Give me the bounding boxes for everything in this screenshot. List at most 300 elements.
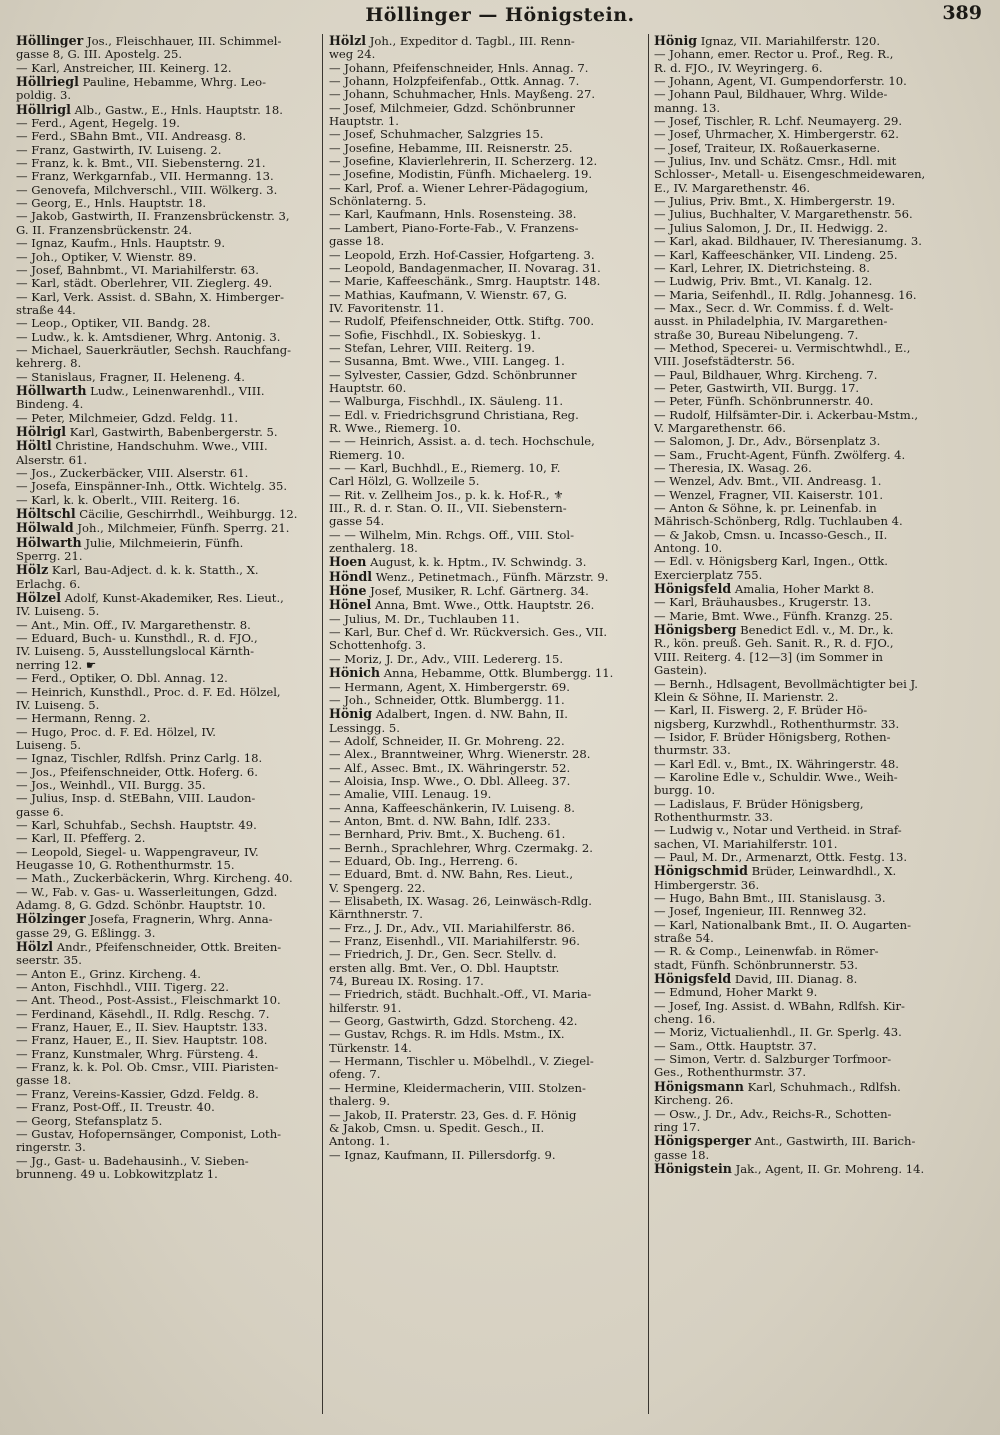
directory-entry-text: — Karl, Bur. Chef d. Wr. Rückversich. Ges., VII.: [329, 626, 608, 640]
directory-line: [654, 302, 984, 315]
directory-line: [16, 954, 318, 967]
directory-line: [329, 707, 643, 721]
directory-entry-text: Hölzel Adolf, Kunst-Akademiker, Res. Lieut.,: [16, 591, 284, 606]
directory-entry-text: — Jos., Weinhdl., VII. Burgg. 35.: [16, 778, 206, 792]
directory-entry-text: Hönigsperger Ant., Gastwirth, III. Barich-: [654, 1134, 916, 1149]
directory-entry-text: gasse 54.: [329, 515, 385, 529]
directory-line: [16, 605, 318, 618]
directory-line: [16, 1141, 318, 1154]
directory-line: [16, 1155, 318, 1168]
directory-line: [654, 34, 984, 48]
directory-entry-text: — Ferd., Optiker, O. Dbl. Annag. 12.: [16, 672, 228, 686]
directory-line: [16, 157, 318, 170]
directory-entry-text: ofeng. 7.: [329, 1068, 381, 1082]
directory-line: [329, 1082, 643, 1095]
directory-line: [329, 570, 643, 584]
directory-line: [654, 395, 984, 408]
directory-entry-text: — Karl, Bräuhausbes., Krugerstr. 13.: [654, 596, 872, 610]
directory-entry-text: — Stefan, Lehrer, VIII. Reiterg. 19.: [329, 341, 535, 355]
page-number: 389: [942, 2, 982, 24]
directory-entry-text: — Franz, Vereins-Kassier, Gdzd. Feldg. 8.: [16, 1087, 259, 1101]
directory-line: [16, 927, 318, 940]
directory-entry-text: — Karoline Edle v., Schuldir. Wwe., Weih-: [654, 770, 898, 784]
directory-line: [654, 771, 984, 784]
directory-line: [329, 584, 643, 598]
directory-line: [16, 994, 318, 1007]
directory-line: [16, 563, 318, 577]
directory-entry-text: — Method, Specerei- u. Vermischtwhdl., E.,: [654, 341, 911, 355]
directory-line: [16, 645, 318, 658]
directory-line: [329, 1002, 643, 1015]
directory-line: [654, 409, 984, 422]
directory-line: [16, 1101, 318, 1114]
directory-line: [654, 142, 984, 155]
directory-line: [329, 948, 643, 961]
directory-entry-text: — Bernh., Sprachlehrer, Whrg. Czermakg. 2.: [329, 841, 593, 855]
directory-entry-text: Schottenhofg. 3.: [329, 639, 427, 653]
directory-line: [329, 222, 643, 235]
directory-entry-text: — Josef, Tischler, R. Lchf. Neumayerg. 29.: [654, 115, 903, 129]
directory-line: [16, 766, 318, 779]
directory-line: [654, 1080, 984, 1094]
directory-entry-text: Hölwald Joh., Milchmeier, Fünfh. Sperrg. 21.: [16, 521, 290, 536]
directory-entry-text: — Marie, Bmt. Wwe., Fünfh. Kranzg. 25.: [654, 609, 893, 623]
directory-entry-text: Heugasse 10, G. Rothenthurmstr. 15.: [16, 858, 235, 872]
directory-entry-text: — Bernh., Hdlsagent, Bevollmächtigter bei J.: [654, 677, 918, 691]
directory-line: [329, 626, 643, 639]
directory-entry-text: IV. Favoritenstr. 11.: [329, 301, 444, 315]
directory-line: [654, 128, 984, 141]
directory-entry-text: — — Karl, Buchhdl., E., Riemerg. 10, F.: [329, 462, 561, 475]
directory-line: [654, 784, 984, 797]
directory-entry-text: — Simon, Vertr. d. Salzburger Torfmoor-: [654, 1053, 892, 1067]
directory-line: [329, 34, 643, 48]
directory-entry-text: weg 24.: [329, 48, 376, 62]
directory-entry-text: — Johann, Schuhmacher, Hnls. Mayßeng. 27.: [329, 88, 596, 102]
directory-line: [654, 462, 984, 475]
directory-entry-text: burgg. 10.: [654, 784, 716, 798]
directory-entry-text: — Ludwig v., Notar und Vertheid. in Straf-: [654, 824, 902, 838]
directory-entry-text: R. d. FJO., IV. Weyringerg. 6.: [654, 61, 823, 75]
directory-line: [654, 1000, 984, 1013]
directory-line: [654, 48, 984, 61]
directory-entry-text: — Isidor, F. Brüder Hönigsberg, Rothen-: [654, 730, 891, 744]
directory-entry-text: — Franz, Werkgarnfab., VII. Hermanng. 13.: [16, 170, 274, 184]
directory-line: [16, 632, 318, 645]
directory-entry-text: & Jakob, Cmsn. u. Spedit. Gesch., II.: [329, 1121, 545, 1135]
directory-entry-text: — Johann, Holzpfeifenfab., Ottk. Annag. 7.: [329, 75, 580, 89]
directory-entry-text: — Rudolf, Pfeifenschneider, Ottk. Stiftg. 700.: [329, 315, 595, 329]
directory-entry-text: Hönigsberg Benedict Edl. v., M. Dr., k.: [654, 623, 894, 638]
directory-line: [654, 1134, 984, 1148]
directory-entry-text: ersten allg. Bmt. Ver., O. Dbl. Hauptstr.: [329, 961, 560, 975]
directory-line: [329, 382, 643, 395]
directory-entry-text: brunneng. 49 u. Lobkowitzplatz 1.: [16, 1167, 218, 1181]
directory-line: [16, 224, 318, 237]
directory-line: [654, 678, 984, 691]
directory-entry-text: — Julius, Insp. d. StEBahn, VIII. Laudon-: [16, 792, 256, 806]
directory-line: [654, 382, 984, 395]
directory-entry-text: Türkenstr. 14.: [329, 1041, 412, 1055]
directory-entry-text: V. Margarethenstr. 66.: [654, 421, 786, 435]
directory-line: [329, 342, 643, 355]
directory-line: [329, 1109, 643, 1122]
directory-line: [329, 1068, 643, 1081]
directory-entry-text: Mährisch-Schönberg, Rdlg. Tuchlauben 4.: [654, 515, 903, 529]
directory-entry-text: Klein & Söhne, II. Marienstr. 2.: [654, 690, 839, 704]
directory-entry-text: R., kön. preuß. Geh. Sanit. R., R. d. FJO.,: [654, 637, 894, 651]
directory-entry-text: — Johann, Pfeifenschneider, Hnls. Annag. 7.: [329, 61, 589, 75]
directory-entry-text: VIII. Reiterg. 4. [12—3] (im Sommer in: [654, 650, 883, 664]
directory-line: [16, 672, 318, 685]
directory-entry-text: Hauptstr. 1.: [329, 115, 399, 129]
directory-entry-text: — Osw., J. Dr., Adv., Reichs-R., Schotten-: [654, 1107, 892, 1121]
directory-line: [16, 103, 318, 117]
directory-line: [16, 1088, 318, 1101]
directory-line: [329, 235, 643, 248]
directory-entry-text: — Edl. v. Hönigsberg Karl, Ingen., Ottk.: [654, 555, 888, 569]
directory-line: [654, 596, 984, 609]
directory-entry-text: — Aloisia, Insp. Wwe., O. Dbl. Alleeg. 37.: [329, 774, 571, 788]
directory-line: [16, 291, 318, 304]
directory-entry-text: IV. Luiseng. 5.: [16, 698, 100, 712]
directory-line: [329, 168, 643, 181]
directory-line: [654, 623, 984, 637]
directory-entry-text: — Josef, Milchmeier, Gdzd. Schönbrunner: [329, 101, 575, 115]
directory-entry-text: gasse 18.: [654, 1148, 710, 1162]
directory-entry-text: Hölzinger Josefa, Fragnerin, Whrg. Anna-: [16, 912, 273, 927]
directory-line: [16, 1168, 318, 1181]
directory-entry-text: Hölrigl Karl, Gastwirth, Babenbergerstr. 5.: [16, 424, 278, 439]
directory-line: [16, 317, 318, 330]
directory-entry-text: V. Spengerg. 22.: [329, 881, 426, 895]
directory-line: [654, 1149, 984, 1162]
directory-line: [16, 686, 318, 699]
directory-entry-text: thurmstr. 33.: [654, 744, 731, 758]
directory-line: [329, 735, 643, 748]
directory-entry-text: Gastein).: [654, 664, 708, 678]
directory-line: [329, 1122, 643, 1135]
directory-line: [329, 529, 643, 542]
directory-line: [329, 182, 643, 195]
directory-entry-text: — Ferd., SBahn Bmt., VII. Andreasg. 8.: [16, 130, 247, 144]
directory-line: [16, 210, 318, 223]
directory-entry-text: — Frz., J. Dr., Adv., VII. Mariahilferstr. 86.: [329, 921, 575, 935]
directory-line: [654, 275, 984, 288]
directory-line: [16, 806, 318, 819]
directory-entry-text: — & Jakob, Cmsn. u. Incasso-Gesch., II.: [654, 528, 888, 542]
directory-line: [329, 666, 643, 680]
directory-line: [329, 762, 643, 775]
directory-entry-text: Riemerg. 10.: [329, 448, 405, 462]
directory-line: [16, 144, 318, 157]
directory-line: [329, 681, 643, 694]
directory-line: [16, 251, 318, 264]
directory-line: [16, 304, 318, 317]
directory-entry-text: — Ludwig, Priv. Bmt., VI. Kanalg. 12.: [654, 275, 873, 289]
directory-entry-text: — Moriz, Victualienhdl., II. Gr. Sperlg. 43.: [654, 1026, 902, 1040]
directory-entry-text: — Rudolf, Hilfsämter-Dir. i. Ackerbau-Mstm.,: [654, 408, 919, 422]
directory-entry-text: — Karl, Nationalbank Bmt., II. O. Augarten-: [654, 918, 912, 932]
directory-line: [654, 610, 984, 623]
directory-line: [329, 435, 643, 448]
directory-entry-text: — Josefine, Klavierlehrerin, II. Scherzerg. 12.: [329, 155, 598, 169]
directory-entry-text: thalerg. 9.: [329, 1095, 391, 1109]
directory-entry-text: Hoen August, k. k. Hptm., IV. Schwindg. 3.: [329, 555, 587, 570]
directory-line: [16, 521, 318, 535]
directory-entry-text: — Edl. v. Friedrichsgrund Christiana, Reg.: [329, 408, 579, 422]
directory-entry-text: — Karl, II. Pfefferg. 2.: [16, 832, 146, 846]
directory-entry-text: stadt, Fünfh. Schönbrunnerstr. 53.: [654, 958, 858, 972]
directory-line: [654, 195, 984, 208]
directory-entry-text: — Moriz, J. Dr., Adv., VIII. Ledererg. 15.: [329, 652, 564, 666]
directory-entry-text: — Josefa, Einspänner-Inh., Ottk. Wichtelg. 35.: [16, 480, 288, 494]
directory-line: [654, 342, 984, 355]
directory-line: [654, 691, 984, 704]
directory-entry-text: ringerstr. 3.: [16, 1141, 86, 1155]
directory-entry-text: — Karl, Kaffeeschänker, VII. Lindeng. 25.: [654, 248, 898, 262]
directory-entry-text: nerring 12. ☛: [16, 658, 97, 672]
directory-entry-text: Höne Josef, Musiker, R. Lchf. Gärtnerg. 34.: [329, 584, 589, 599]
directory-columns: [0, 34, 1000, 1429]
directory-line: [329, 329, 643, 342]
directory-line: [654, 972, 984, 986]
directory-entry-text: Hönel Anna, Bmt. Wwe., Ottk. Hauptstr. 26.: [329, 598, 595, 613]
directory-line: [654, 1040, 984, 1053]
directory-line: [654, 88, 984, 101]
directory-line: [654, 1053, 984, 1066]
directory-line: [329, 1095, 643, 1108]
directory-line: [329, 275, 643, 288]
directory-entry-text: — Elisabeth, IX. Wasag. 26, Leinwäsch-Rdlg.: [329, 895, 592, 908]
directory-line: [654, 115, 984, 128]
directory-line: [16, 425, 318, 439]
directory-line: [654, 515, 984, 528]
directory-entry-text: Hönig Ignaz, VII. Mariahilferstr. 120.: [654, 34, 881, 48]
directory-line: [654, 758, 984, 771]
directory-entry-text: Alserstr. 61.: [16, 453, 88, 467]
directory-line: [329, 395, 643, 408]
directory-entry-text: — Ludw., k. k. Amtsdiener, Whrg. Antonig. 3.: [16, 330, 281, 344]
directory-line: [654, 529, 984, 542]
directory-line: [329, 462, 643, 475]
directory-entry-text: — Franz, k. k. Pol. Ob. Cmsr., VIII. Piaristen-: [16, 1061, 279, 1075]
directory-line: [16, 1008, 318, 1021]
directory-entry-text: — Franz, Gastwirth, IV. Luiseng. 2.: [16, 143, 222, 157]
directory-entry-text: — — Heinrich, Assist. a. d. tech. Hochschule,: [329, 435, 595, 449]
directory-entry-text: Kircheng. 26.: [654, 1094, 734, 1108]
directory-entry-text: — Walburga, Fischhdl., IX. Säuleng. 11.: [329, 395, 564, 409]
directory-entry-text: — Wenzel, Fragner, VII. Kaiserstr. 101.: [654, 488, 884, 502]
directory-entry-text: — Karl, Lehrer, IX. Dietrichsteing. 8.: [654, 261, 870, 275]
directory-line: [329, 842, 643, 855]
directory-line: [16, 371, 318, 384]
directory-entry-text: — Hermann, Tischler u. Möbelhdl., V. Ziegel-: [329, 1055, 594, 1069]
directory-line: [654, 1162, 984, 1176]
directory-line: [16, 940, 318, 954]
directory-line: [329, 1055, 643, 1068]
directory-entry-text: — Franz, Hauer, E., II. Siev. Hauptstr. 108.: [16, 1034, 268, 1048]
directory-entry-text: Hölzl Joh., Expeditor d. Tagbl., III. Renn-: [329, 34, 575, 48]
directory-line: [16, 277, 318, 290]
directory-line: [654, 838, 984, 851]
directory-line: [16, 357, 318, 370]
directory-entry-text: cheng. 16.: [654, 1013, 716, 1027]
directory-entry-text: R. Wwe., Riemerg. 10.: [329, 421, 461, 435]
directory-line: [16, 117, 318, 130]
directory-entry-text: — Alf., Assec. Bmt., IX. Währingerstr. 52.: [329, 761, 571, 775]
directory-entry-text: — Stanislaus, Fragner, II. Heleneng. 4.: [16, 370, 245, 384]
directory-entry-text: — Karl, Verk. Assist. d. SBahn, X. Himberger-: [16, 290, 285, 304]
directory-entry-text: — Friedrich, städt. Buchhalt.-Off., VI. Maria-: [329, 988, 592, 1002]
directory-line: [329, 249, 643, 262]
directory-line: [329, 653, 643, 666]
directory-entry-text: Hölz Karl, Bau-Adject. d. k. k. Statth., X.: [16, 563, 259, 578]
directory-entry-text: ring 17.: [654, 1120, 701, 1134]
directory-entry-text: Hauptstr. 60.: [329, 381, 407, 395]
directory-line: [329, 142, 643, 155]
directory-entry-text: G. II. Franzensbrückenstr. 24.: [16, 223, 193, 237]
directory-line: [329, 788, 643, 801]
directory-entry-text: — Julius, Inv. und Schätz. Cmsr., Hdl. mit: [654, 155, 897, 169]
directory-entry-text: — Julius, M. Dr., Tuchlauben 11.: [329, 612, 520, 626]
directory-entry-text: — Bernhard, Priv. Bmt., X. Bucheng. 61.: [329, 828, 566, 842]
directory-entry-text: — Ant., Min. Off., IV. Margarethenstr. 8.: [16, 618, 251, 632]
directory-line: [654, 1094, 984, 1107]
directory-line: [654, 542, 984, 555]
directory-entry-text: — Heinrich, Kunsthdl., Proc. d. F. Ed. Hölzel,: [16, 685, 281, 699]
directory-line: [16, 184, 318, 197]
directory-line: [654, 569, 984, 582]
directory-entry-text: — Hugo, Bahn Bmt., III. Stanislausg. 3.: [654, 892, 886, 905]
directory-entry-text: — Alex., Branntweiner, Whrg. Wienerstr. 28.: [329, 748, 591, 762]
directory-line: [329, 613, 643, 626]
directory-entry-text: gasse 29, G. Eßlingg. 3.: [16, 926, 156, 940]
directory-line: [16, 170, 318, 183]
directory-line: [16, 480, 318, 493]
directory-line: [329, 502, 643, 515]
directory-entry-text: Exercierplatz 755.: [654, 568, 763, 582]
directory-entry-text: gasse 8, G. III. Apostelg. 25.: [16, 48, 183, 62]
directory-line: [654, 1121, 984, 1134]
directory-entry-text: — Ignaz, Kaufmann, II. Pillersdorfg. 9.: [329, 1148, 556, 1162]
directory-entry-text: Schönlaterng. 5.: [329, 195, 427, 209]
directory-line: [329, 128, 643, 141]
directory-line: [329, 855, 643, 868]
directory-line: [16, 1048, 318, 1061]
directory-line: [329, 908, 643, 921]
directory-entry-text: zenthalerg. 18.: [329, 542, 418, 556]
directory-entry-text: Sperrg. 21.: [16, 550, 83, 564]
directory-entry-text: — Karl, II. Fiswerg. 2, F. Brüder Hö-: [654, 704, 868, 718]
directory-entry-text: — Joh., Optiker, V. Wienstr. 89.: [16, 250, 197, 264]
directory-entry-text: Hönig Adalbert, Ingen. d. NW. Bahn, II.: [329, 707, 568, 722]
directory-line: [329, 975, 643, 988]
directory-line: [329, 935, 643, 948]
directory-entry-text: III., R. d. r. Stan. O. II., VII. Siebenstern-: [329, 502, 567, 516]
directory-line: [16, 846, 318, 859]
directory-entry-text: — Salomon, J. Dr., Adv., Börsenplatz 3.: [654, 435, 881, 449]
directory-line: [654, 651, 984, 664]
directory-entry-text: — Edmund, Hoher Markt 9.: [654, 986, 818, 1000]
directory-entry-text: — Josef, Ing. Assist. d. WBahn, Rdlfsh. Kir-: [654, 999, 905, 1013]
directory-line: [654, 329, 984, 342]
directory-line: [16, 1115, 318, 1128]
directory-line: [329, 355, 643, 368]
directory-line: [329, 815, 643, 828]
directory-line: [16, 494, 318, 507]
directory-line: [329, 289, 643, 302]
directory-entry-text: seerstr. 35.: [16, 954, 82, 968]
directory-entry-text: — Paul, M. Dr., Armenarzt, Ottk. Festg. 13.: [654, 850, 908, 864]
directory-line: [654, 744, 984, 757]
directory-line: [329, 1015, 643, 1028]
directory-line: [654, 731, 984, 744]
directory-entry-text: Hölzl Andr., Pfeifenschneider, Ottk. Breiten-: [16, 940, 282, 955]
directory-entry-text: — Hermann, Agent, X. Himbergerstr. 69.: [329, 680, 570, 694]
directory-line: [16, 62, 318, 75]
directory-line: [16, 1034, 318, 1047]
directory-line: [16, 550, 318, 563]
directory-entry-text: straße 44.: [16, 303, 76, 317]
directory-entry-text: — Genovefa, Milchverschl., VIII. Wölkerg. 3.: [16, 183, 278, 197]
directory-entry-text: — Karl, Kaufmann, Hnls. Rosensteing. 38.: [329, 208, 577, 222]
directory-line: [16, 752, 318, 765]
directory-line: [16, 130, 318, 143]
directory-line: [329, 369, 643, 382]
directory-line: [654, 1066, 984, 1079]
directory-line: [16, 536, 318, 550]
directory-line: [329, 155, 643, 168]
directory-line: [329, 868, 643, 881]
directory-entry-text: — R. & Comp., Leinenwfab. in Römer-: [654, 945, 879, 959]
directory-entry-text: — Gustav, Rchgs. R. im Hdls. Mstm., IX.: [329, 1028, 565, 1042]
directory-entry-text: IV. Luiseng. 5.: [16, 605, 100, 619]
directory-line: [16, 398, 318, 411]
directory-entry-text: — Jakob, Gastwirth, II. Franzensbrückenstr. 3,: [16, 210, 290, 224]
directory-line: [16, 1128, 318, 1141]
directory-line: [329, 722, 643, 735]
directory-line: [654, 422, 984, 435]
directory-entry-text: — Johann Paul, Bildhauer, Whrg. Wilde-: [654, 88, 888, 102]
directory-entry-text: Kärnthnerstr. 7.: [329, 908, 423, 922]
directory-line: [654, 555, 984, 568]
directory-line: [16, 507, 318, 521]
directory-line: [16, 792, 318, 805]
directory-entry-text: Luiseng. 5.: [16, 738, 82, 752]
directory-entry-text: — Jos., Pfeifenschneider, Ottk. Hoferg. 6.: [16, 765, 258, 779]
directory-entry-text: — Leop., Optiker, VII. Bandg. 28.: [16, 317, 211, 331]
directory-line: [329, 208, 643, 221]
directory-line: [654, 1108, 984, 1121]
directory-entry-text: — Michael, Sauerkräutler, Sechsh. Rauchfang-: [16, 343, 292, 357]
directory-entry-text: manng. 13.: [654, 101, 721, 115]
directory-line: [16, 578, 318, 591]
directory-entry-text: nigsberg, Kurzwhdl., Rothenthurmstr. 33.: [654, 717, 900, 731]
directory-entry-text: — Leopold, Siegel- u. Wappengraveur, IV.: [16, 845, 259, 859]
page-title: Höllinger — Hönigstein.: [365, 4, 635, 26]
directory-line: [16, 331, 318, 344]
directory-entry-text: — Anton, Fischhdl., VIII. Tigerg. 22.: [16, 981, 229, 995]
directory-line: [16, 439, 318, 453]
directory-line: [329, 409, 643, 422]
directory-entry-text: — Wenzel, Adv. Bmt., VII. Andreasg. 1.: [654, 475, 882, 489]
directory-line: [654, 75, 984, 88]
directory-line: [654, 155, 984, 168]
directory-line: [329, 515, 643, 528]
directory-line: [654, 168, 984, 181]
directory-entry-text: — Friedrich, J. Dr., Gen. Secr. Stellv. d.: [329, 948, 557, 962]
